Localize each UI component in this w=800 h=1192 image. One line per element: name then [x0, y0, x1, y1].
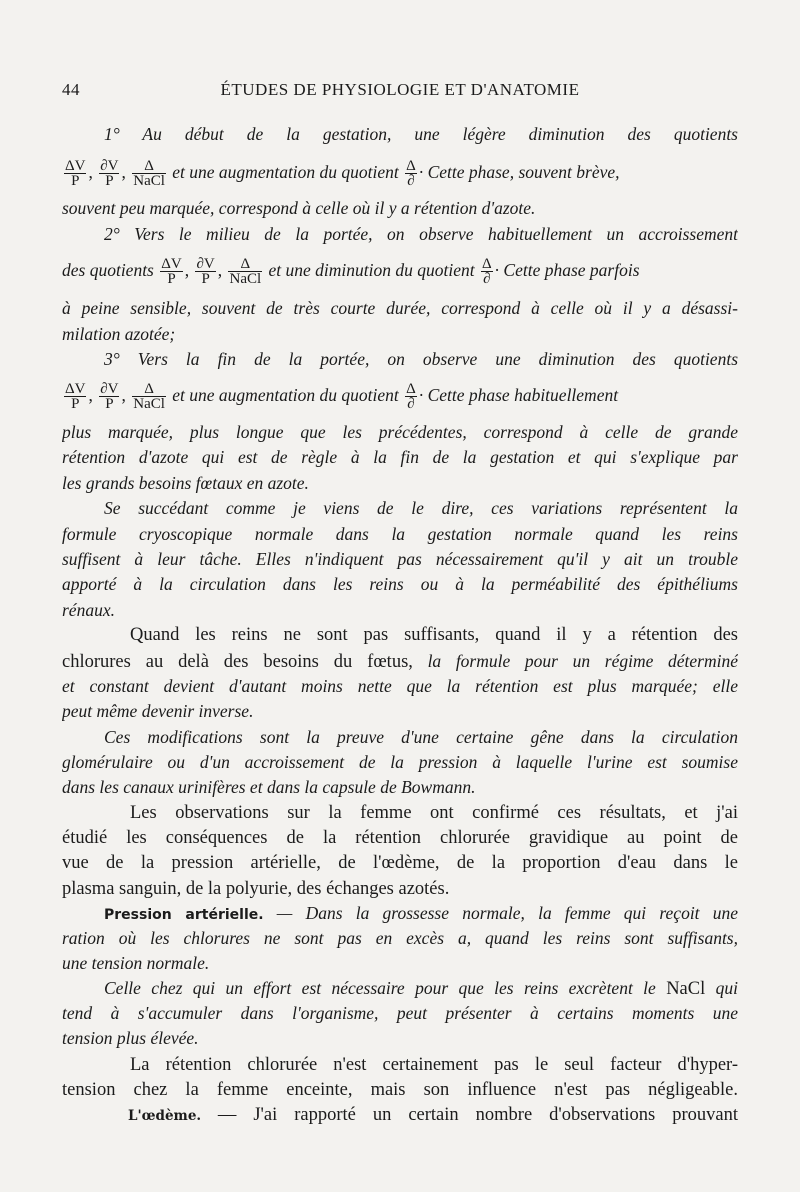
fraction-delta-nacl: $\frac{\Delta}{\text{NaCl}}$ [133, 381, 165, 413]
text-line: des quotients $\frac{\Delta V}{P}$ , $\frac{\partial V}{P}$ , $\frac{\Delta}{\text{NaCl}}$ et une diminution du quotient $\frac{\Delta}{\partial}$ · Cette phase parfois [62, 256, 640, 288]
fraction-delv-p: $\frac{\partial V}{P}$ [100, 381, 119, 413]
fraction-delta-del: $\frac{\Delta}{\partial}$ [406, 381, 416, 413]
fraction-delv-p: $\frac{\partial V}{P}$ [196, 256, 215, 288]
text-span: · Cette phase parfois [494, 260, 640, 280]
text-line: tension chez la femme enceinte, mais son influence n'est pas négligeable. [62, 1080, 738, 1100]
fraction-delta-del: $\frac{\Delta}{\partial}$ [406, 158, 416, 190]
fraction-delta-nacl: $\frac{\Delta}{\text{NaCl}}$ [133, 158, 165, 190]
text-line: $\frac{\Delta V}{P}$ , $\frac{\partial V}{P}$ , $\frac{\Delta}{\text{NaCl}}$ et une augmentation du quotient $\frac{\Delta}{\partial}$ · Cette phase, souvent brève, [65, 158, 620, 190]
text-line: 1° Au début de la gestation, une légère diminution des quotients [104, 124, 738, 144]
text-line: plus marquée, plus longue que les précédentes, correspond à celle de grande [62, 422, 738, 442]
fraction-delta-del: $\frac{\Delta}{\partial}$ [482, 256, 492, 288]
text-line: vue de la pression artérielle, de l'œdème, de la proportion d'eau dans le [62, 853, 738, 873]
fraction-dv-p: $\frac{\Delta V}{P}$ [161, 256, 182, 288]
text-line: 2° Vers le milieu de la portée, on observe habituellement un accroissement [104, 224, 738, 244]
text-line: les grands besoins fœtaux en azote. [62, 473, 309, 493]
text-line: tension plus élevée. [62, 1028, 199, 1048]
text-span: et une augmentation du quotient [172, 385, 399, 405]
text-line: étudié les conséquences de la rétention chlorurée gravidique au point de [62, 828, 738, 848]
text-line: formule cryoscopique normale dans la gestation normale quand les reins [62, 524, 738, 544]
page-number: 44 [62, 80, 80, 99]
running-header [62, 80, 738, 108]
text-line: Ces modifications sont la preuve d'une certaine gêne dans la circulation [104, 727, 738, 747]
text-span: — Dans la grossesse normale, la femme qui reçoit une [276, 903, 738, 923]
text-span: chlorures au delà des besoins du fœtus, [62, 652, 413, 672]
text-span: · Cette phase habituellement [418, 385, 619, 405]
text-span: et une augmentation du quotient [172, 162, 399, 182]
text-line: dans les canaux urinifères et dans la capsule de Bowmann. [62, 777, 476, 797]
text-span: — J'ai rapporté un certain nombre d'observations prouvant [217, 1105, 738, 1125]
text-line: souvent peu marquée, correspond à celle où il y a rétention d'azote. [62, 198, 536, 218]
text-line: milation azotée; [62, 324, 176, 344]
text-line: ration où les chlorures ne sont pas en excès a, quand les reins sont suffisants, [62, 928, 738, 948]
text-line [104, 975, 738, 1001]
text-span: NaCl [666, 979, 706, 999]
text-line: rétention d'azote qui est de règle à la fin de la gestation et qui s'explique par [62, 447, 738, 467]
text-span: et une diminution du quotient [268, 260, 475, 280]
fraction-delta-nacl: $\frac{\Delta}{\text{NaCl}}$ [229, 256, 262, 288]
text-line: rénaux. [62, 600, 115, 620]
text-span: qui [715, 978, 738, 998]
text-line: peut même devenir inverse. [62, 701, 254, 721]
text-line: suffisent à leur tâche. Elles n'indiquent pas nécessairement qu'il y ait un trouble [62, 549, 738, 569]
text-line [104, 900, 738, 926]
text-line: glomérulaire ou d'un accroissement de la pression à laquelle l'urine est soumise [62, 752, 738, 772]
section-heading: L'œdème. [128, 1108, 202, 1124]
text-line: une tension normale. [62, 953, 210, 973]
text-line: plasma sanguin, de la polyurie, des échanges azotés. [62, 879, 450, 899]
text-line [62, 648, 738, 674]
text-line: Les observations sur la femme ont confirmé ces résultats, et j'ai [130, 803, 738, 823]
text-line: 3° Vers la fin de la portée, on observe une diminution des quotients [104, 349, 738, 369]
text-line: $\frac{\Delta V}{P}$ , $\frac{\partial V}{P}$ , $\frac{\Delta}{\text{NaCl}}$ et une augmentation du quotient $\frac{\Delta}{\partial}$ · Cette phase habituellement [65, 381, 619, 413]
text-line [128, 1101, 738, 1127]
text-line: Se succédant comme je viens de le dire, ces variations représentent la [104, 498, 738, 518]
text-line: tend à s'accumuler dans l'organisme, peut présenter à certains moments une [62, 1003, 738, 1023]
running-title: ÉTUDES DE PHYSIOLOGIE ET D'ANATOMIE [220, 80, 580, 99]
fraction-dv-p: $\frac{\Delta V}{P}$ [65, 158, 86, 190]
section-heading: Pression artérielle. [104, 907, 264, 923]
text-line: La rétention chlorurée n'est certainement pas le seul facteur d'hyper- [130, 1055, 738, 1075]
text-line: Quand les reins ne sont pas suffisants, quand il y a rétention des [130, 625, 738, 645]
text-line: apporté à la circulation dans les reins ou à la perméabilité des épithéliums [62, 574, 738, 594]
fraction-delv-p: $\frac{\partial V}{P}$ [100, 158, 119, 190]
text-line: et constant devient d'autant moins nette que la rétention est plus marquée; elle [62, 676, 738, 696]
text-span: des quotients [62, 260, 154, 280]
text-span: · Cette phase, souvent brève, [418, 162, 620, 182]
fraction-dv-p: $\frac{\Delta V}{P}$ [65, 381, 86, 413]
text-line: à peine sensible, souvent de très courte durée, correspond à celle où il y a désassi- [62, 298, 738, 318]
text-span: Celle chez qui un effort est nécessaire pour que les reins excrètent le [104, 978, 656, 998]
text-span: la formule pour un régime déterminé [427, 651, 738, 671]
